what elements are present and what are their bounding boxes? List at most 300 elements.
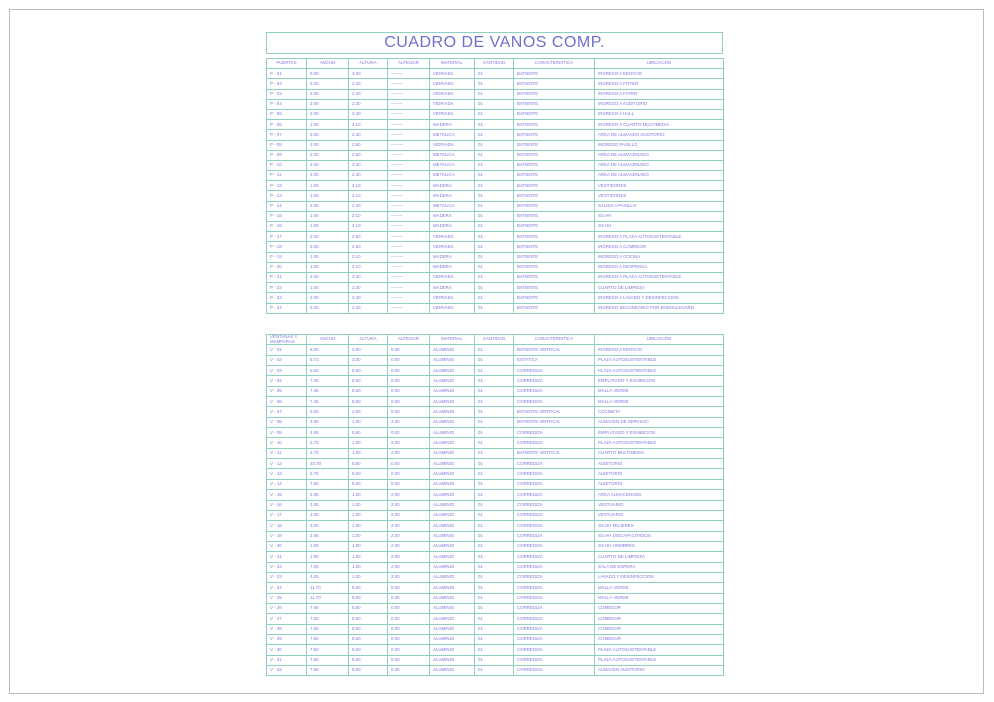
table-cell: 2.00 — [388, 510, 430, 520]
table-cell: 01 — [475, 201, 514, 211]
table-cell: ALUMINIO — [430, 448, 475, 458]
table-cell: 01 — [475, 130, 514, 140]
doors-schedule-table — [266, 58, 724, 314]
table-cell: 0.00 — [388, 469, 430, 479]
table-cell: ALUMINIO — [430, 366, 475, 376]
table-cell: 2.00 — [307, 160, 349, 170]
windows-column-header: CANTIDAD — [475, 335, 514, 345]
table-cell: 7.45 — [307, 386, 349, 396]
table-row — [267, 79, 724, 89]
table-row — [267, 171, 724, 181]
table-cell: ALUMINIO — [430, 655, 475, 665]
table-cell: VIDRIADA — [430, 272, 475, 282]
table-cell: 2.60 — [349, 232, 388, 242]
table-row — [267, 283, 724, 293]
table-row — [267, 562, 724, 572]
windows-column-header: VENTANAS Y MAMPARAS — [267, 335, 307, 345]
table-cell: INGRESO A DESPENSA — [595, 262, 724, 272]
table-cell: MADERA — [430, 181, 475, 191]
table-cell: PLAZA AUTOSUSTENTABLE — [595, 645, 724, 655]
table-cell: -------- — [388, 79, 430, 89]
table-cell: ALUMINIO — [430, 666, 475, 676]
table-row — [267, 572, 724, 582]
table-cell: 3.35 — [307, 510, 349, 520]
table-cell: 1.00 — [307, 181, 349, 191]
windows-column-header: MATERIAL — [430, 335, 475, 345]
table-cell: 3.35 — [307, 500, 349, 510]
table-cell: 2.35 — [307, 490, 349, 500]
table-cell: 6.00 — [307, 69, 349, 79]
table-cell: SALA DE ESPERA — [595, 562, 724, 572]
table-cell: INGRESO A EDIFICIO — [595, 345, 724, 355]
table-cell: 0.00 — [388, 376, 430, 386]
table-cell: 01 — [475, 252, 514, 262]
table-cell: 0.00 — [388, 459, 430, 469]
table-cell: BATIENTE — [514, 201, 595, 211]
table-cell: MADERA — [430, 211, 475, 221]
table-row — [267, 655, 724, 665]
table-cell: P - 01 — [267, 69, 307, 79]
table-cell: BATIENTE — [514, 130, 595, 140]
table-cell: 4.25 — [307, 572, 349, 582]
table-cell: ALUMINIO — [430, 407, 475, 417]
table-cell: SS.HH MUJERES — [595, 521, 724, 531]
table-cell: MALLA VERDE — [595, 386, 724, 396]
table-cell: ALMACEN DE SERVICIO — [595, 417, 724, 427]
table-cell: ALUMINIO — [430, 428, 475, 438]
windows-header-row — [267, 335, 724, 345]
table-cell: 0.00 — [388, 345, 430, 355]
table-cell: CORREDIZA — [514, 593, 595, 603]
table-cell: 01 — [475, 171, 514, 181]
table-row — [267, 531, 724, 541]
table-cell: 01 — [475, 366, 514, 376]
table-cell: V - 07 — [267, 407, 307, 417]
table-cell: V - 09 — [267, 428, 307, 438]
table-cell: 2.40 — [349, 293, 388, 303]
table-cell: 2.00 — [307, 89, 349, 99]
table-cell: 2.00 — [307, 109, 349, 119]
table-cell: INGRESO A AUDITORIO — [595, 99, 724, 109]
table-row — [267, 603, 724, 613]
table-cell: 5.60 — [349, 479, 388, 489]
table-row — [267, 222, 724, 232]
table-cell: 01 — [475, 521, 514, 531]
table-cell: 5.60 — [349, 583, 388, 593]
table-cell: 2.00 — [307, 79, 349, 89]
doors-column-header: ALTURA — [349, 59, 388, 69]
table-cell: 2.10 — [349, 120, 388, 130]
table-cell: -------- — [388, 150, 430, 160]
table-cell: 01 — [475, 283, 514, 293]
table-cell: BATIENTE — [514, 181, 595, 191]
table-cell: 2.60 — [349, 140, 388, 150]
table-cell: V - 11 — [267, 448, 307, 458]
table-cell: INGRESO A PLAZA AUTOSUSTENTABLE — [595, 232, 724, 242]
table-cell: V - 22 — [267, 562, 307, 572]
table-cell: INGRESO A COCINA — [595, 252, 724, 262]
table-cell: P - 20 — [267, 262, 307, 272]
table-cell: V - 19 — [267, 531, 307, 541]
table-cell: 0.00 — [388, 634, 430, 644]
table-cell: 01 — [475, 345, 514, 355]
table-row — [267, 479, 724, 489]
table-cell: 01 — [475, 666, 514, 676]
table-cell: P - 12 — [267, 181, 307, 191]
table-cell: V - 01 — [267, 345, 307, 355]
table-cell: 0.00 — [388, 666, 430, 676]
table-cell: P - 09 — [267, 150, 307, 160]
windows-schedule-table — [266, 334, 724, 676]
table-cell: 1.00 — [307, 222, 349, 232]
table-cell: 2.00 — [349, 407, 388, 417]
table-row — [267, 150, 724, 160]
table-cell: 2.05 — [307, 531, 349, 541]
table-cell: 01 — [475, 572, 514, 582]
table-cell: 2.00 — [307, 242, 349, 252]
table-cell: 5.60 — [349, 603, 388, 613]
table-cell: AUDITORIO — [595, 459, 724, 469]
table-cell: 0.00 — [388, 386, 430, 396]
table-row — [267, 459, 724, 469]
table-cell: BATIENTE — [514, 109, 595, 119]
table-cell: V - 04 — [267, 376, 307, 386]
table-cell: EMPLATADO Y EXHIBICION — [595, 428, 724, 438]
table-cell: 2.40 — [349, 201, 388, 211]
table-cell: V - 18 — [267, 521, 307, 531]
table-cell: V - 02 — [267, 355, 307, 365]
table-cell: P - 02 — [267, 79, 307, 89]
table-cell: 3.00 — [349, 355, 388, 365]
table-cell: MALLA VERDE — [595, 593, 724, 603]
table-cell: METALICA — [430, 201, 475, 211]
windows-column-header: ANCHO — [307, 335, 349, 345]
table-cell: 01 — [475, 407, 514, 417]
doors-column-header: PUERTAS — [267, 59, 307, 69]
table-cell: CORREDIZA — [514, 583, 595, 593]
table-cell: V - 28 — [267, 624, 307, 634]
table-cell: 01 — [475, 448, 514, 458]
table-cell: BATIENTE — [514, 140, 595, 150]
table-cell: -------- — [388, 130, 430, 140]
table-cell: 7.50 — [307, 634, 349, 644]
table-cell: CORREDIZA — [514, 655, 595, 665]
table-row — [267, 490, 724, 500]
table-cell: 5.60 — [349, 469, 388, 479]
table-cell: 01 — [475, 634, 514, 644]
table-cell: 2.00 — [388, 490, 430, 500]
table-cell: -------- — [388, 242, 430, 252]
table-cell: 5.60 — [349, 634, 388, 644]
table-cell: 5.60 — [349, 366, 388, 376]
table-cell: 1.00 — [349, 572, 388, 582]
table-cell: VIDRIADA — [430, 140, 475, 150]
table-cell: 01 — [475, 191, 514, 201]
table-cell: 5.60 — [349, 428, 388, 438]
table-row — [267, 645, 724, 655]
table-cell: P - 10 — [267, 160, 307, 170]
table-cell: 2.40 — [349, 99, 388, 109]
table-cell: 1.00 — [349, 500, 388, 510]
table-cell: VIDRIADA — [430, 232, 475, 242]
table-cell: ALUMINIO — [430, 490, 475, 500]
table-cell: COMEDOR — [595, 603, 724, 613]
table-cell: 01 — [475, 272, 514, 282]
table-cell: BATIENTE — [514, 120, 595, 130]
table-cell: -------- — [388, 262, 430, 272]
table-cell: 2.10 — [349, 222, 388, 232]
table-cell: ALUMINIO — [430, 645, 475, 655]
table-cell: ALUMINIO — [430, 614, 475, 624]
doors-column-header: ANCHO — [307, 59, 349, 69]
table-cell: 2.00 — [307, 201, 349, 211]
table-cell: BATIENTE — [514, 272, 595, 282]
table-row — [267, 303, 724, 313]
table-cell: 1.00 — [307, 252, 349, 262]
table-cell: ALUMINIO — [430, 397, 475, 407]
table-cell: 01 — [475, 211, 514, 221]
table-cell: 1.00 — [349, 438, 388, 448]
table-cell: VIDRIADA — [430, 109, 475, 119]
table-cell: 01 — [475, 459, 514, 469]
table-cell: 1.00 — [349, 552, 388, 562]
table-cell: BATIENTE — [514, 232, 595, 242]
table-cell: V - 06 — [267, 397, 307, 407]
table-cell: PLAZA AUTOSUSTENTABLE — [595, 655, 724, 665]
table-cell: 2.10 — [349, 252, 388, 262]
table-cell: 1.00 — [349, 417, 388, 427]
table-cell: BATIENTE — [514, 222, 595, 232]
table-cell: 2.00 — [388, 438, 430, 448]
table-cell: ALUMINIO — [430, 345, 475, 355]
table-cell: 2.40 — [349, 130, 388, 140]
table-cell: 0.00 — [388, 603, 430, 613]
table-cell: 01 — [475, 614, 514, 624]
table-cell: VESTIDORES — [595, 191, 724, 201]
doors-column-header: MATERIAL — [430, 59, 475, 69]
table-cell: ALUMINIO — [430, 634, 475, 644]
table-row — [267, 593, 724, 603]
table-cell: PLAZA AUTOSUSTENTABLE — [595, 366, 724, 376]
table-cell: 2.10 — [349, 262, 388, 272]
table-cell: 11.70 — [307, 593, 349, 603]
table-cell: ALUMINIO — [430, 521, 475, 531]
table-cell: 5.60 — [349, 376, 388, 386]
table-cell: P - 17 — [267, 232, 307, 242]
table-cell: V - 14 — [267, 479, 307, 489]
table-cell: MADERA — [430, 283, 475, 293]
table-cell: 01 — [475, 510, 514, 520]
table-row — [267, 181, 724, 191]
table-cell: V - 17 — [267, 510, 307, 520]
table-cell: BATIENTE — [514, 252, 595, 262]
table-cell: VIDRIADA — [430, 79, 475, 89]
table-cell: 1.00 — [349, 521, 388, 531]
table-cell: -------- — [388, 191, 430, 201]
table-row — [267, 293, 724, 303]
table-cell: P - 08 — [267, 140, 307, 150]
table-cell: P - 13 — [267, 191, 307, 201]
table-cell: 7.60 — [307, 479, 349, 489]
table-cell: P - 24 — [267, 303, 307, 313]
table-cell: 7.50 — [307, 614, 349, 624]
table-cell: 2.00 — [307, 150, 349, 160]
table-cell: MADERA — [430, 222, 475, 232]
table-cell: 01 — [475, 490, 514, 500]
table-row — [267, 386, 724, 396]
table-cell: PLAZA AUTOSUSTENTABLE — [595, 355, 724, 365]
table-cell: CORREDIZA — [514, 562, 595, 572]
table-cell: 2.40 — [349, 79, 388, 89]
table-cell: 2.00 — [388, 572, 430, 582]
table-cell: -------- — [388, 272, 430, 282]
table-cell: MALLA VERDE — [595, 397, 724, 407]
table-row — [267, 120, 724, 130]
table-cell: 0.00 — [388, 407, 430, 417]
table-cell: P - 18 — [267, 242, 307, 252]
table-cell: 2.75 — [307, 438, 349, 448]
table-cell: SS.HH HOMBRES — [595, 541, 724, 551]
table-cell: INGRESO A LAVADO Y DESINFECCIÓN — [595, 293, 724, 303]
table-cell: 1.00 — [349, 448, 388, 458]
table-cell: 1.00 — [349, 562, 388, 572]
table-cell: -------- — [388, 252, 430, 262]
table-cell: 01 — [475, 120, 514, 130]
table-cell: ALUMINIO — [430, 510, 475, 520]
table-cell: 5.60 — [349, 655, 388, 665]
table-cell: 2.00 — [307, 232, 349, 242]
table-cell: BATIENTE — [514, 171, 595, 181]
table-row — [267, 130, 724, 140]
table-cell: AREA DE ALMACEN AUDITORIO — [595, 130, 724, 140]
table-cell: 01 — [475, 469, 514, 479]
table-cell: BATIENTE — [514, 99, 595, 109]
table-cell: CORREDIZA — [514, 376, 595, 386]
table-cell: BATIENTE — [514, 211, 595, 221]
table-cell: V - 29 — [267, 634, 307, 644]
table-cell: 2.40 — [349, 160, 388, 170]
table-cell: 2.00 — [307, 140, 349, 150]
table-cell: 01 — [475, 583, 514, 593]
table-cell: 01 — [475, 531, 514, 541]
table-cell: -------- — [388, 181, 430, 191]
table-cell: 2.00 — [388, 552, 430, 562]
table-cell: -------- — [388, 201, 430, 211]
table-cell: BATIENTE — [514, 160, 595, 170]
table-cell: INGRESO A FAYER — [595, 89, 724, 99]
windows-column-header: ALTURA — [349, 335, 388, 345]
table-cell: VIDRIADA — [430, 242, 475, 252]
table-cell: V - 08 — [267, 417, 307, 427]
table-cell: 01 — [475, 293, 514, 303]
table-cell: 0.00 — [388, 366, 430, 376]
table-cell: BATIENTE VERTICAL — [514, 448, 595, 458]
table-cell: V - 15 — [267, 490, 307, 500]
table-cell: CORREDIZA — [514, 614, 595, 624]
table-cell: P - 03 — [267, 89, 307, 99]
table-cell: CORREDIZA — [514, 397, 595, 407]
table-cell: -------- — [388, 89, 430, 99]
table-cell: 0.00 — [388, 624, 430, 634]
table-cell: 5.60 — [349, 386, 388, 396]
table-cell: CORREDIZA — [514, 624, 595, 634]
table-cell: V - 16 — [267, 500, 307, 510]
table-cell: 2.00 — [388, 541, 430, 551]
table-cell: 01 — [475, 386, 514, 396]
table-cell: 7.50 — [307, 645, 349, 655]
table-cell: 5.73 — [307, 355, 349, 365]
table-row — [267, 160, 724, 170]
table-cell: 2.75 — [307, 448, 349, 458]
table-row — [267, 417, 724, 427]
table-cell: CUARTO DE LIMPIEZA — [595, 283, 724, 293]
table-row — [267, 541, 724, 551]
table-cell: -------- — [388, 120, 430, 130]
table-cell: V - 31 — [267, 655, 307, 665]
table-cell: CORREDIZA — [514, 634, 595, 644]
table-cell: AREA DE ALMACENADO — [595, 171, 724, 181]
table-cell: 0.00 — [388, 397, 430, 407]
table-row — [267, 438, 724, 448]
table-cell: CORREDIZA — [514, 572, 595, 582]
table-cell: COCINETA — [595, 407, 724, 417]
table-cell: BATIENTE — [514, 69, 595, 79]
table-row — [267, 397, 724, 407]
table-cell: V - 05 — [267, 386, 307, 396]
table-cell: -------- — [388, 99, 430, 109]
table-cell: 2.00 — [388, 448, 430, 458]
table-row — [267, 469, 724, 479]
table-cell: P - 11 — [267, 171, 307, 181]
table-cell: 2.10 — [349, 211, 388, 221]
table-cell: V - 24 — [267, 583, 307, 593]
table-cell: BATIENTE — [514, 242, 595, 252]
table-cell: P - 15 — [267, 211, 307, 221]
table-cell: ALUMINIO — [430, 593, 475, 603]
table-cell: VIDRIADA — [430, 89, 475, 99]
table-row — [267, 583, 724, 593]
table-cell: V - 10 — [267, 438, 307, 448]
table-cell: 5.60 — [349, 593, 388, 603]
table-cell: P - 05 — [267, 109, 307, 119]
table-cell: INGRESO A COMEDOR — [595, 242, 724, 252]
table-cell: MADERA — [430, 191, 475, 201]
table-cell: BATIENTE — [514, 89, 595, 99]
table-cell: -------- — [388, 160, 430, 170]
table-cell: ALUMINIO — [430, 355, 475, 365]
table-cell: 01 — [475, 303, 514, 313]
table-cell: 1.00 — [349, 510, 388, 520]
table-cell: METALICA — [430, 171, 475, 181]
table-cell: MADERA — [430, 262, 475, 272]
table-cell: 5.75 — [307, 469, 349, 479]
table-cell: 7.25 — [307, 562, 349, 572]
table-cell: PLAZA AUTOSUSTENTABLE — [595, 438, 724, 448]
table-cell: BATIENTE — [514, 283, 595, 293]
table-cell: AUDITORIO — [595, 479, 724, 489]
table-cell: BATIENTE — [514, 79, 595, 89]
table-cell: ALUMINIO — [430, 479, 475, 489]
table-row — [267, 69, 724, 79]
table-cell: V - 26 — [267, 603, 307, 613]
table-cell: 1.00 — [307, 541, 349, 551]
table-cell: 01 — [475, 242, 514, 252]
table-row — [267, 428, 724, 438]
table-cell: 01 — [475, 397, 514, 407]
table-cell: 2.00 — [307, 272, 349, 282]
table-row — [267, 345, 724, 355]
table-cell: 01 — [475, 479, 514, 489]
